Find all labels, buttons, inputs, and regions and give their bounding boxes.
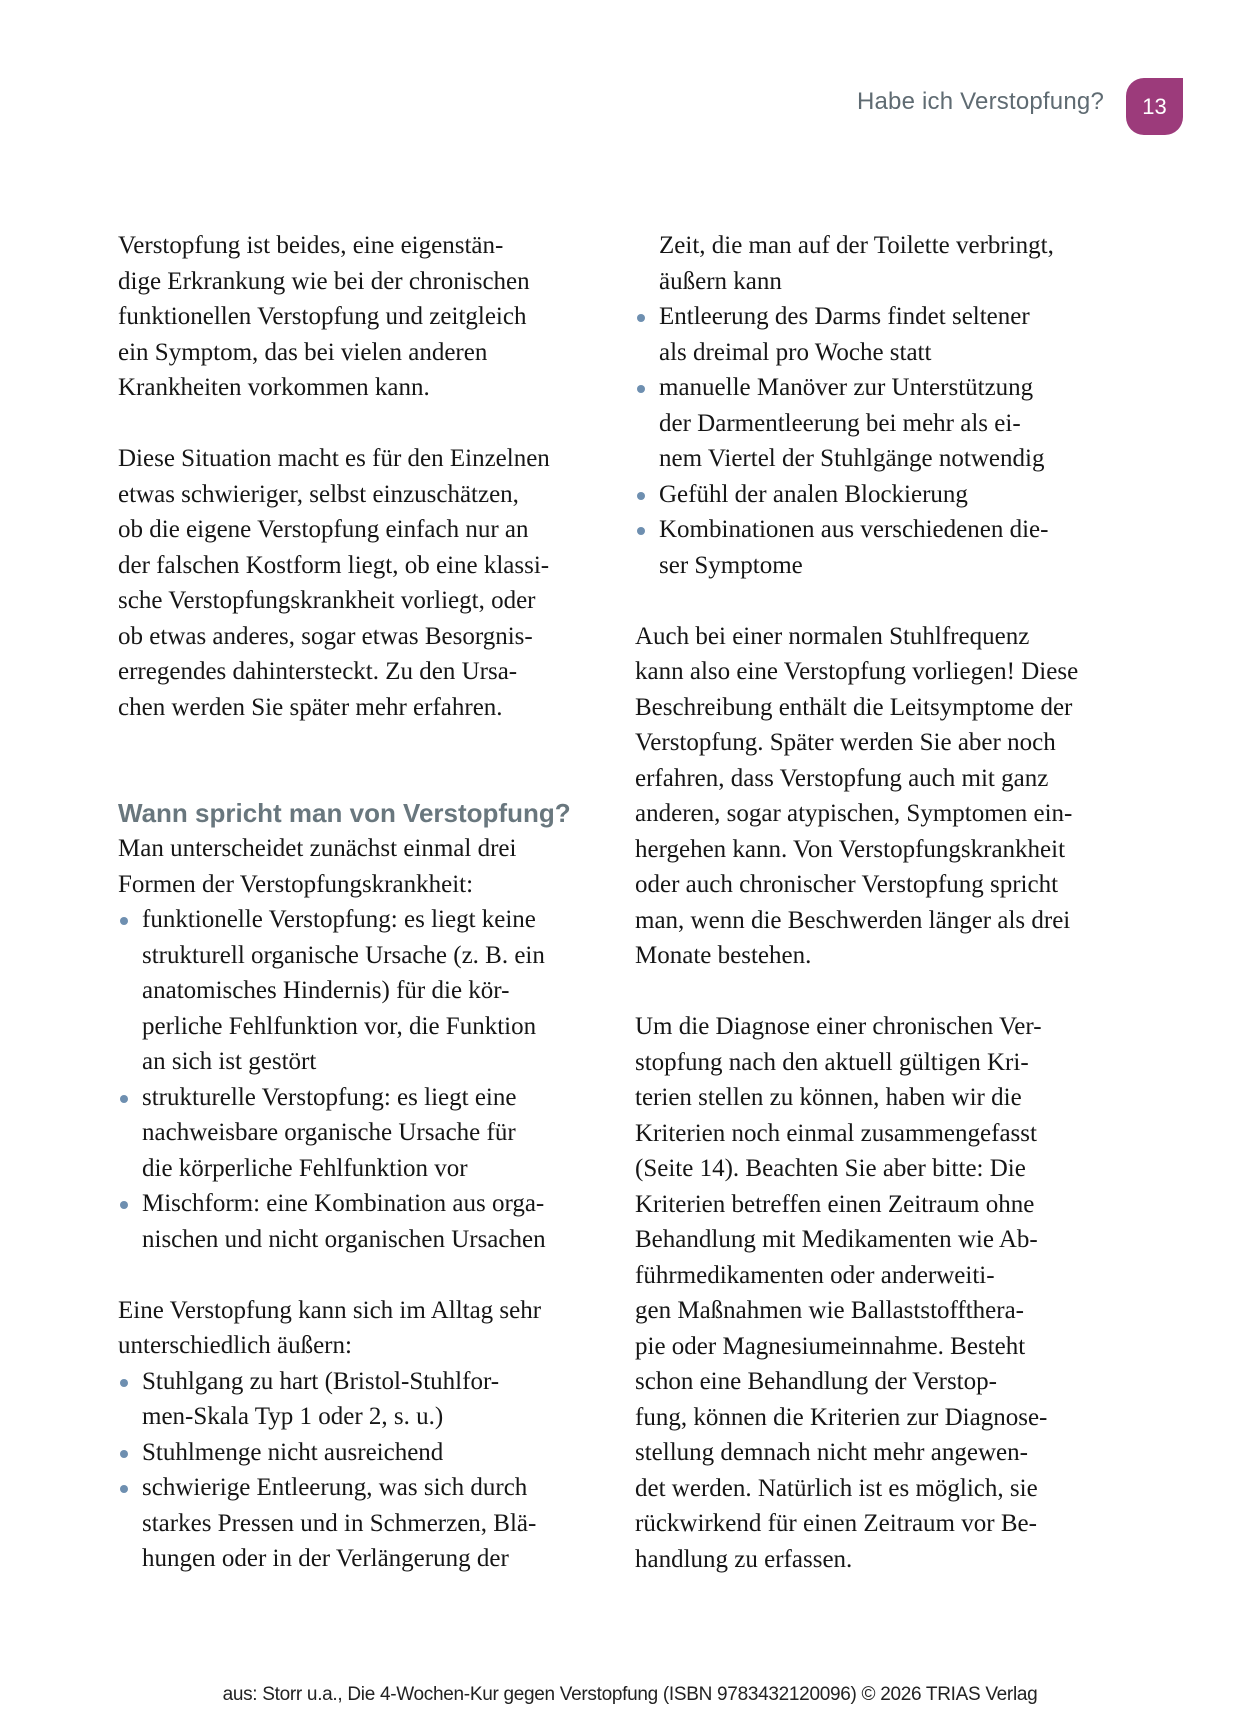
text-line: führmedikamenten oder anderweiti- [635, 1261, 995, 1289]
text-line: starkes Pressen und in Schmerzen, Blä- [142, 1509, 537, 1537]
text-line: Verstopfung ist beides, eine eigenstän- [118, 232, 504, 259]
list-item [635, 299, 1117, 370]
text-line: ob die eigene Verstopfung einfach nur an [118, 516, 529, 543]
text-line: erfahren, dass Verstopfung auch mit ganz [635, 764, 1049, 792]
page-number-badge: 13 [1126, 78, 1183, 135]
text-line: ser Symptome [659, 551, 803, 579]
text-line: oder auch chronischer Verstopfung spricht [635, 871, 1059, 898]
text-line: als dreimal pro Woche statt [659, 338, 932, 366]
text-line: ein Symptom, das bei vielen anderen [118, 338, 488, 366]
text-line: man, wenn die Beschwerden länger als drei [635, 906, 1071, 934]
text-line: chen werden Sie später mehr erfahren. [118, 693, 503, 721]
section-heading: Wann spricht man von Verstopfung? [118, 797, 571, 828]
symptoms-intro [118, 1293, 600, 1364]
text-line: hungen oder in der Verlängerung der [142, 1545, 509, 1572]
text-line: Kriterien betreffen einen Zeitraum ohne [635, 1190, 1035, 1218]
situation-paragraph [118, 441, 600, 725]
text-line: Beschreibung enthält die Leitsymptome der [635, 693, 1073, 721]
text-line: terien stellen zu können, haben wir die [635, 1084, 1022, 1111]
list-item [118, 902, 600, 1080]
diagnosis-paragraph [635, 1009, 1117, 1577]
list-item [118, 1364, 600, 1435]
text-line: strukturelle Verstopfung: es liegt eine [142, 1083, 517, 1111]
bullet-icon [637, 492, 645, 500]
text-line: der Darmentleerung bei mehr als ei- [659, 409, 1021, 437]
list-item [118, 1080, 600, 1187]
text-line: funktionelle Verstopfung: es liegt keine [142, 906, 536, 933]
text-line: etwas schwieriger, selbst einzuschätzen, [118, 480, 519, 508]
bullet-icon [120, 1450, 128, 1458]
text-line: schon eine Behandlung der Verstop- [635, 1368, 997, 1395]
text-line: Gefühl der analen Blockierung [659, 480, 968, 508]
text-line: erregendes dahintersteckt. Zu den Ursa- [118, 658, 518, 685]
text-line: Man unterscheidet zunächst einmal drei [118, 835, 517, 862]
text-line: hergehen kann. Von Verstopfungskrankheit [635, 835, 1066, 863]
list-item [635, 370, 1117, 477]
text-line: nachweisbare organische Ursache für [142, 1119, 516, 1146]
list-item [635, 512, 1117, 583]
text-line: ob etwas anderes, sogar etwas Besorgnis- [118, 622, 533, 650]
text-line: det werden. Natürlich ist es möglich, sie [635, 1474, 1038, 1502]
text-line: Eine Verstopfung kann sich im Alltag sehr [118, 1296, 542, 1324]
text-line: die körperliche Fehlfunktion vor [142, 1154, 468, 1182]
bullet-icon [120, 917, 128, 925]
text-line: Auch bei einer normalen Stuhlfrequenz [635, 622, 1030, 650]
list-item [118, 1186, 600, 1257]
bullet-icon [637, 314, 645, 322]
text-line: fung, können die Kriterien zur Diagnose- [635, 1403, 1048, 1431]
text-line: anatomisches Hindernis) für die kör- [142, 977, 510, 1004]
text-line: Krankheiten vorkommen kann. [118, 374, 430, 401]
text-line: Verstopfung. Später werden Sie aber noch [635, 729, 1056, 756]
text-line: Monate bestehen. [635, 942, 812, 969]
frequency-paragraph [635, 619, 1117, 974]
text-line: Stuhlmenge nicht ausreichend [142, 1438, 444, 1466]
spacer [118, 761, 600, 796]
text-line: Mischform: eine Kombination aus orga- [142, 1190, 545, 1217]
text-line: rückwirkend für einen Zeitraum vor Be- [635, 1510, 1037, 1537]
text-line: Behandlung mit Medikamenten wie Ab- [635, 1226, 1038, 1253]
text-line: perliche Fehlfunktion vor, die Funktion [142, 1012, 537, 1040]
list-item [118, 1435, 600, 1471]
text-line: stellung demnach nicht mehr angewen- [635, 1439, 1028, 1466]
text-line: Formen der Verstopfungskrankheit: [118, 870, 474, 898]
text-line: Diese Situation macht es für den Einzelnen [118, 445, 550, 472]
text-line: kann also eine Verstopfung vorliegen! Diese [635, 658, 1079, 685]
symptoms-list-continued [635, 228, 1117, 583]
bullet-icon [120, 1201, 128, 1209]
text-line: Zeit, die man auf der Toilette verbringt, [659, 232, 1054, 259]
text-line: handlung zu erfassen. [635, 1545, 853, 1573]
text-line: (Seite 14). Beachten Sie aber bitte: Die [635, 1155, 1026, 1182]
bullet-icon [120, 1485, 128, 1493]
bullet-icon [120, 1095, 128, 1103]
text-line: funktionellen Verstopfung und zeitgleich [118, 303, 527, 330]
right-column [635, 228, 1117, 1613]
text-line: pie oder Magnesiumeinnahme. Besteht [635, 1332, 1026, 1360]
text-line: der falschen Kostform liegt, ob eine klassi- [118, 551, 550, 579]
running-head: Habe ich Verstopfung? [856, 88, 1104, 115]
text-line: sche Verstopfungskrankheit vorliegt, oder [118, 587, 536, 614]
text-line: äußern kann [659, 267, 782, 295]
text-line: anderen, sogar atypischen, Symptomen ein- [635, 800, 1073, 827]
text-line: nem Viertel der Stuhlgänge notwendig [659, 445, 1045, 472]
bullet-icon [120, 1379, 128, 1387]
forms-intro [118, 831, 600, 902]
text-line: Stuhlgang zu hart (Bristol-Stuhlfor- [142, 1367, 500, 1395]
list-item-continuation [635, 228, 1117, 299]
text-line: men-Skala Typ 1 oder 2, s. u.) [142, 1403, 444, 1430]
text-line: Entleerung des Darms findet seltener [659, 303, 1030, 330]
text-line: unterschiedlich äußern: [118, 1332, 352, 1359]
text-line: an sich ist gestört [142, 1048, 317, 1075]
symptoms-list [118, 1364, 600, 1577]
spacer [118, 1257, 600, 1293]
bullet-icon [637, 527, 645, 535]
list-item [635, 477, 1117, 513]
text-line: schwierige Entleerung, was sich durch [142, 1474, 528, 1501]
list-item [118, 1470, 600, 1577]
forms-list [118, 902, 600, 1257]
text-line: nischen und nicht organischen Ursachen [142, 1225, 546, 1253]
intro-paragraph [118, 228, 600, 406]
text-line: Um die Diagnose einer chronischen Ver- [635, 1013, 1042, 1040]
text-line: dige Erkrankung wie bei der chronischen [118, 267, 530, 295]
text-line: gen Maßnahmen wie Ballaststoffthera- [635, 1297, 1025, 1324]
bullet-icon [637, 385, 645, 393]
left-column [118, 228, 600, 1577]
text-line: manuelle Manöver zur Unterstützung [659, 374, 1034, 401]
spacer [635, 583, 1117, 619]
text-line: stopfung nach den aktuell gültigen Kri- [635, 1048, 1029, 1076]
citation-footer: aus: Storr u.a., Die 4-Wochen-Kur gegen Verstopfung (ISBN 9783432120096) © 2026 TRIAS Verlag [222, 1684, 1038, 1705]
text-line: Kriterien noch einmal zusammengefasst [635, 1119, 1037, 1147]
text-line: Kombinationen aus verschiedenen die- [659, 516, 1049, 543]
text-line: strukturell organische Ursache (z. B. ein [142, 941, 545, 969]
